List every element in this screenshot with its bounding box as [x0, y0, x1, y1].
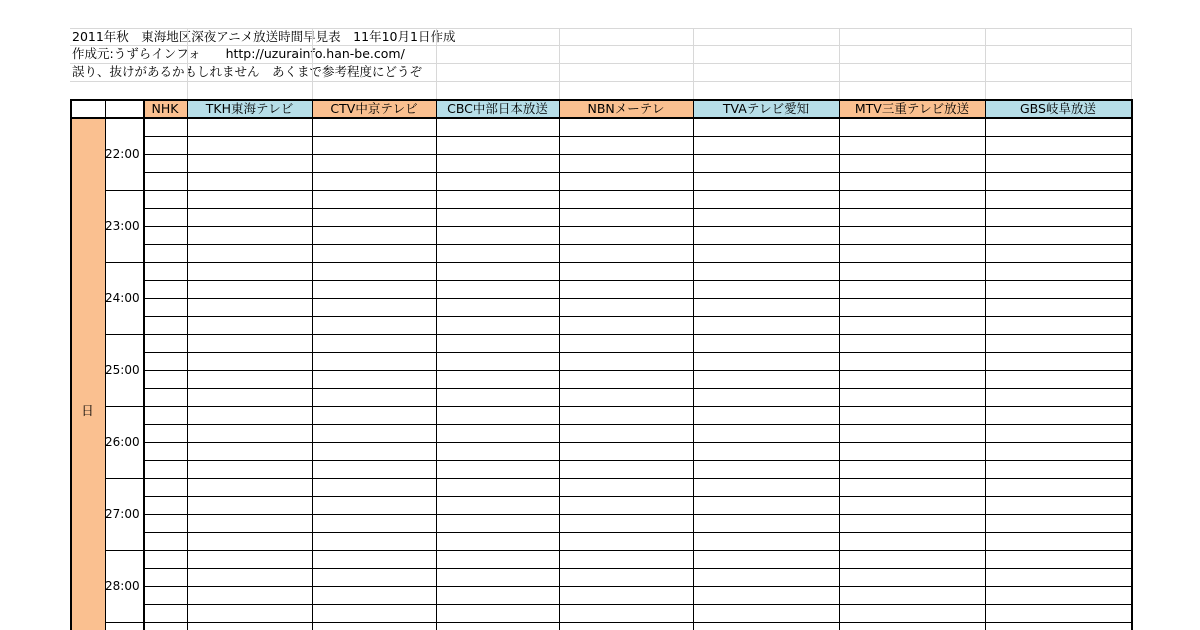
column-line	[143, 99, 145, 630]
time-label: 26:00	[105, 435, 140, 449]
row-line	[143, 172, 1131, 173]
row-line	[143, 136, 1131, 137]
row-line	[143, 532, 1131, 533]
gridline	[436, 28, 437, 100]
row-line	[143, 442, 1131, 443]
title-line-3: 誤り、抜けがあるかもしれません あくまで参考程度にどうぞ	[72, 64, 423, 79]
column-line	[312, 99, 313, 630]
channel-header: TKH東海テレビ	[187, 100, 312, 117]
row-line	[143, 154, 1131, 155]
row-line	[143, 244, 1131, 245]
column-line	[985, 99, 986, 630]
gridline	[559, 28, 560, 100]
time-label: 27:00	[105, 507, 140, 521]
row-line	[143, 226, 1131, 227]
row-line	[143, 352, 1131, 353]
column-line	[187, 99, 188, 630]
row-line	[105, 550, 1131, 551]
row-line	[143, 298, 1131, 299]
time-label: 22:00	[105, 147, 140, 161]
row-line	[143, 586, 1131, 587]
row-line	[143, 568, 1131, 569]
time-label: 28:00	[105, 579, 140, 593]
channel-header: CTV中京テレビ	[312, 100, 436, 117]
row-line	[143, 280, 1131, 281]
channel-header: NHK	[143, 100, 187, 117]
gridline	[1131, 28, 1132, 100]
row-line	[143, 496, 1131, 497]
column-line	[70, 99, 72, 630]
row-line	[105, 406, 1131, 407]
channel-header: GBS岐阜放送	[985, 100, 1131, 117]
column-line	[1131, 99, 1133, 630]
row-line	[105, 190, 1131, 191]
title-line-2: 作成元:うずらインフォ http://uzurainfo.han-be.com/	[72, 46, 405, 61]
gridline	[312, 28, 313, 100]
header-bottom-border	[70, 117, 1132, 119]
channel-header: TVAテレビ愛知	[693, 100, 839, 117]
channel-header: MTV三重テレビ放送	[839, 100, 985, 117]
row-line	[105, 334, 1131, 335]
column-line	[436, 99, 437, 630]
title-line-1: 2011年秋 東海地区深夜アニメ放送時間早見表 11年10月1日作成	[72, 29, 456, 44]
row-line	[143, 370, 1131, 371]
time-label: 25:00	[105, 363, 140, 377]
gridline	[70, 63, 1131, 64]
row-line	[143, 460, 1131, 461]
row-line	[143, 208, 1131, 209]
row-line	[143, 388, 1131, 389]
gridline	[187, 28, 188, 100]
column-line	[839, 99, 840, 630]
day-label: 日	[81, 403, 94, 418]
day-cell	[70, 118, 105, 630]
row-line	[143, 604, 1131, 605]
row-line	[105, 478, 1131, 479]
gridline	[693, 28, 694, 100]
channel-header: CBC中部日本放送	[436, 100, 559, 117]
row-line	[143, 424, 1131, 425]
gridline	[70, 81, 1131, 82]
header-top-border	[70, 99, 1132, 101]
column-line	[693, 99, 694, 630]
column-line	[559, 99, 560, 630]
row-line	[105, 622, 1131, 623]
time-label: 23:00	[105, 219, 140, 233]
channel-header: NBNメーテレ	[559, 100, 693, 117]
row-line	[143, 316, 1131, 317]
gridline	[70, 45, 1131, 46]
row-line	[105, 262, 1131, 263]
gridline	[70, 28, 1131, 29]
time-label: 24:00	[105, 291, 140, 305]
gridline	[985, 28, 986, 100]
gridline	[839, 28, 840, 100]
row-line	[143, 514, 1131, 515]
